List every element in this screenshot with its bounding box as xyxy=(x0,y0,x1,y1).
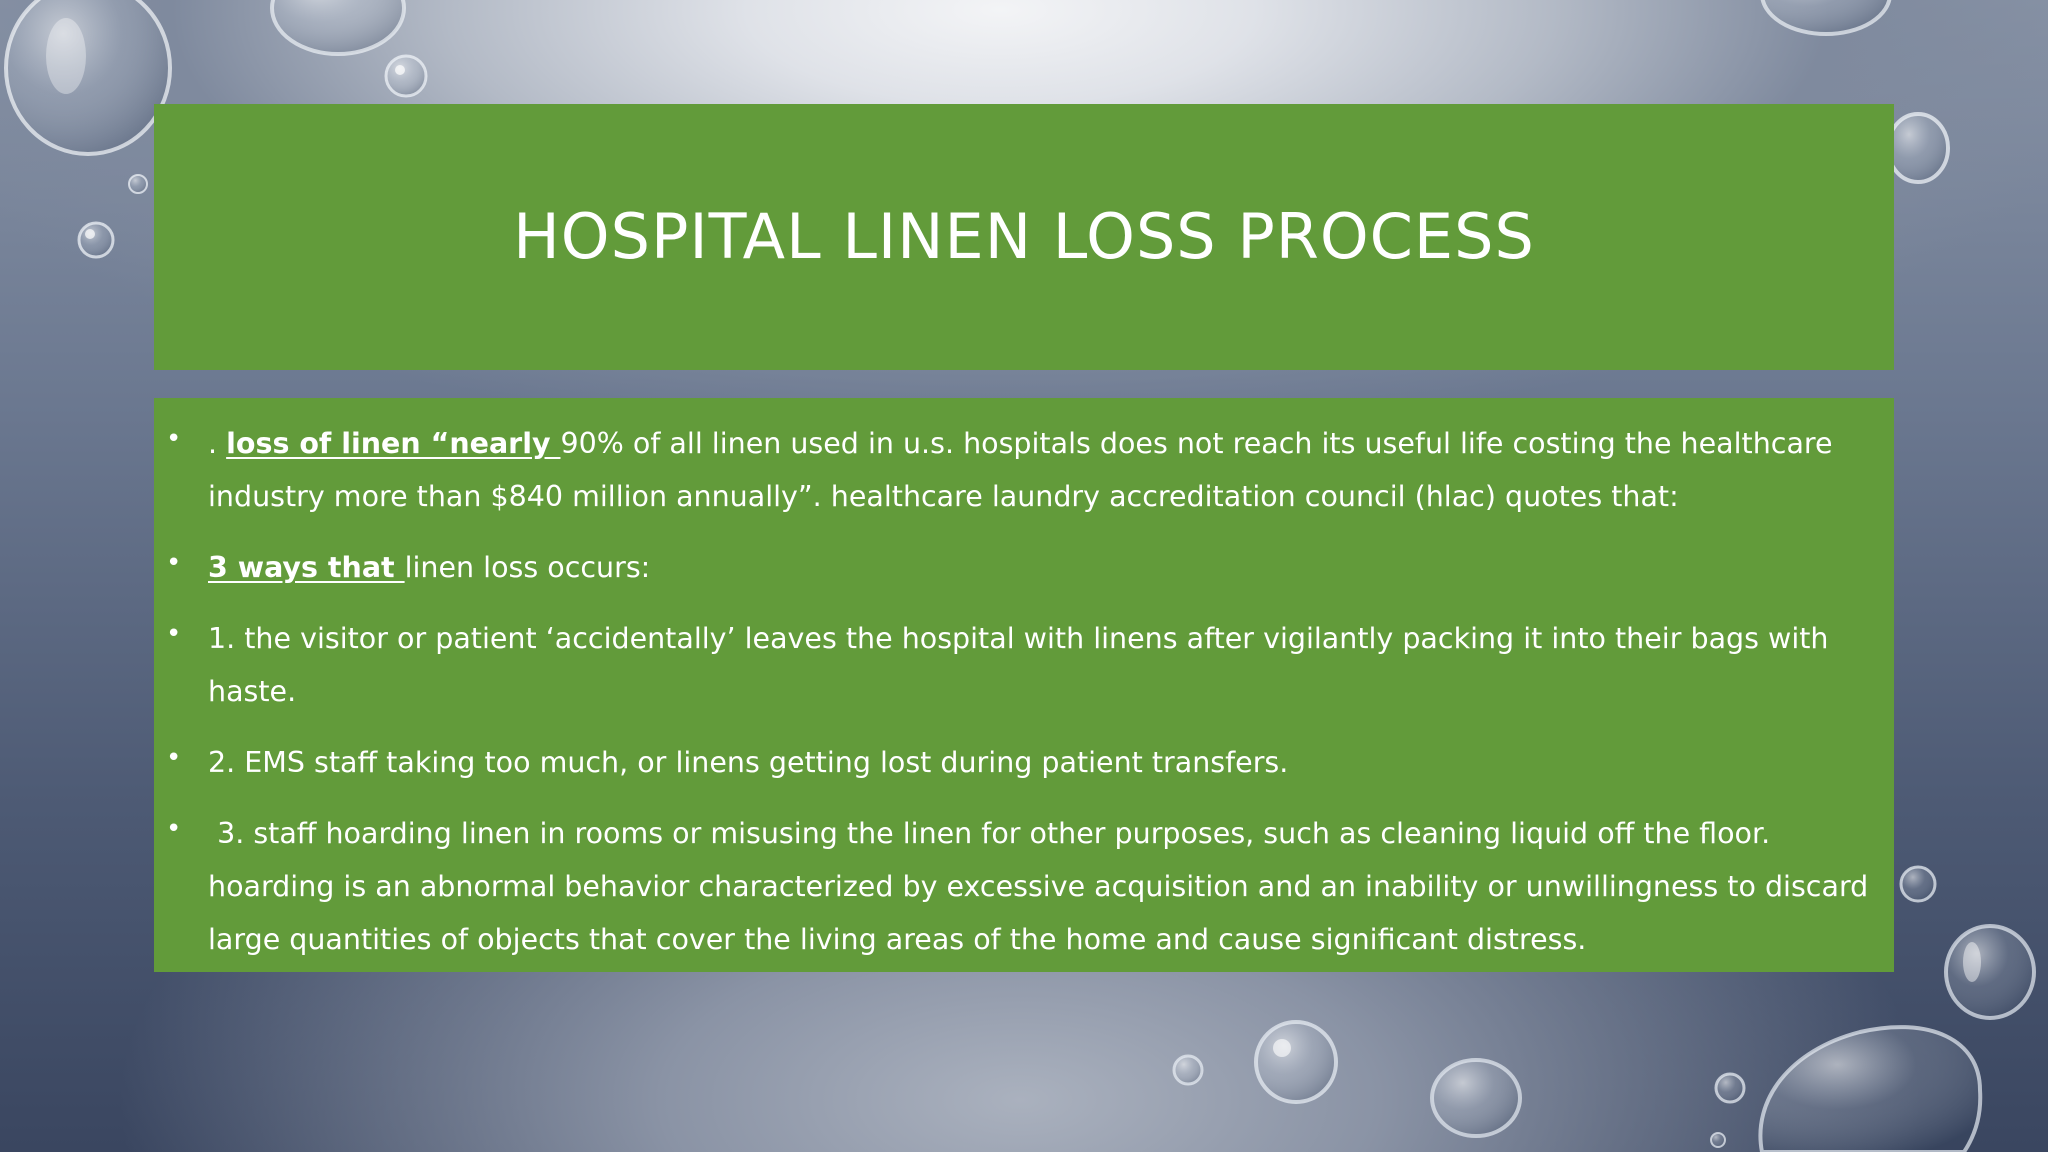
bullet-emphasis: 3 ways that xyxy=(208,551,405,584)
water-drop-icon xyxy=(79,223,113,257)
bullet-emphasis: loss of linen “nearly xyxy=(226,427,561,460)
title-box xyxy=(154,104,1894,370)
water-drop-icon xyxy=(1760,1027,1980,1152)
water-drop-icon xyxy=(1711,1133,1725,1147)
bullet-marker: • xyxy=(166,619,182,649)
bullet-lead: . xyxy=(208,427,227,460)
bullet-item xyxy=(154,541,1894,594)
bullet-text: 3. staff hoarding linen in rooms or misusing the linen for other purposes, such as cleaning liquid off the floor. hoarding is an abnormal behavior characterized by excessive acquisition and an inability or unwillingness to discard large quantities of objects that cover the living areas of the home and cause significant distress. xyxy=(208,817,1878,956)
bullet-list xyxy=(154,398,1894,966)
content-box xyxy=(154,398,1894,972)
bullet-marker: • xyxy=(166,743,182,773)
water-drop-icon xyxy=(1901,867,1935,901)
water-drop-icon xyxy=(6,0,170,154)
bullet-marker: • xyxy=(166,548,182,578)
bullet-item xyxy=(154,807,1894,966)
bullet-item xyxy=(154,736,1894,789)
bullet-text: 2. EMS staff taking too much, or linens getting lost during patient transfers. xyxy=(208,746,1289,779)
water-drop-icon xyxy=(1716,1074,1744,1102)
water-drop-icon xyxy=(1762,0,1890,34)
water-drop-icon xyxy=(272,0,404,54)
bullet-text: 1. the visitor or patient ‘accidentally’ leaves the hospital with linens after vigilantly packing it into their bags with haste. xyxy=(208,622,1829,708)
bullet-item xyxy=(154,612,1894,718)
water-drop-icon xyxy=(1256,1022,1336,1102)
water-drop-icon xyxy=(1432,1060,1520,1136)
water-drop-icon xyxy=(1888,114,1948,182)
bullet-marker: • xyxy=(166,424,182,454)
water-drop-icon xyxy=(1174,1056,1202,1084)
bullet-text: 90% of all linen used in u.s. hospitals does not reach its useful life costing the healthcare industry more than $840 million annually”. healthcare laundry accreditation council (hlac) quotes that: xyxy=(208,427,1833,513)
slide-title: HOSPITAL LINEN LOSS PROCESS xyxy=(513,199,1535,273)
water-drop-icon xyxy=(386,56,426,96)
water-drop-icon xyxy=(1946,926,2034,1018)
water-drop-icon xyxy=(129,175,147,193)
bullet-text: linen loss occurs: xyxy=(404,551,651,584)
bullet-item xyxy=(154,417,1894,523)
bullet-marker: • xyxy=(166,814,182,844)
